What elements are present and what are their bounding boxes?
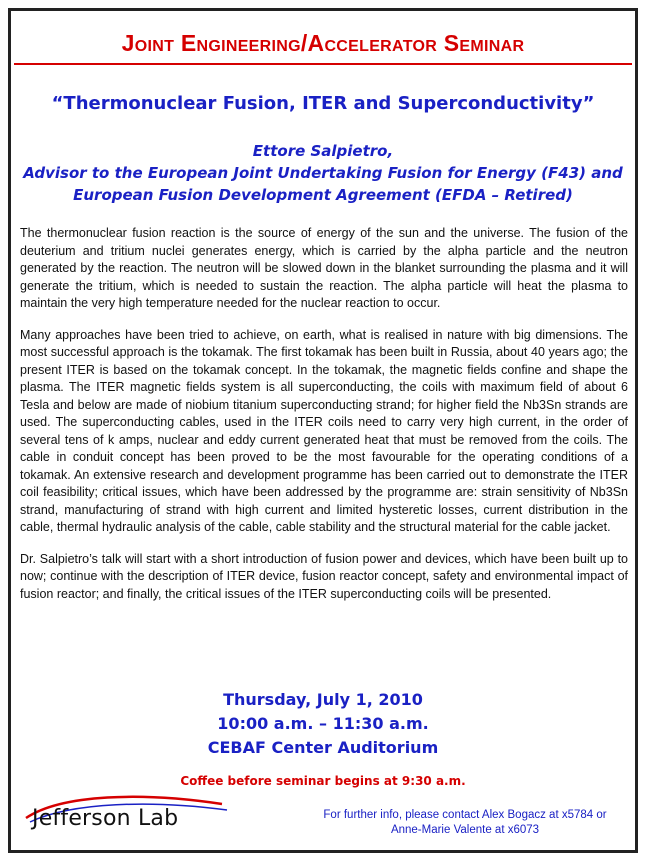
event-details	[14, 688, 632, 760]
event-time: 10:00 a.m. – 11:30 a.m.	[217, 714, 429, 733]
speaker-block	[14, 140, 632, 206]
seminar-banner: Joint Engineering/Accelerator Seminar	[121, 30, 525, 56]
event-location: CEBAF Center Auditorium	[207, 738, 439, 757]
abstract-paragraph: The thermonuclear fusion reaction is the source of energy of the sun and the universe. The fusion of the deuterium and tritium nuclei generates energy, which is carried by the alpha particle and the neutron generated by the reaction. The neutron will be slowed down in the blanket surrounding the plasma and it will generate the tritium, which is needed to sustain the reaction. The alpha particle will heat the plasma to maintain the very high temperature needed for the nuclear reaction to occur.	[20, 226, 628, 310]
contact-line2: Anne-Marie Valente at x6073	[390, 824, 540, 836]
coffee-note: Coffee before seminar begins at 9:30 a.m.	[180, 774, 466, 788]
abstract-paragraph: Many approaches have been tried to achieve, on earth, what is realised in nature with big dimensions. The most successful approach is the tokamak. The first tokamak has been built in Russia, about 40 years ago; the present ITER is based on the tokamak concept. In the tokamak, the magnetic fields confine and shape the plasma. The ITER magnetic fields system is all superconducting, the coils with maximum field of about 6 Tesla and below are made of niobium titanium superconducting strand; for higher field the Nb3Sn strands are used. The superconducting cables, used in the ITER coils need to carry very high current, in the order of several tens of k amps, nuclear and eddy current generated heat that must be removed from the coils. The cable in conduit concept has been proved to be the most favourable for the operating conditions of a tokamak. An extensive research and development programme has been carried out to demonstrate the ITER coil feasibility; critical issues, which have been addressed by the programme are: strain sensitivity of Nb3Sn strand, manufacturing of strand with high current and limited hysteretic losses, current distribution in the cable, thermal hydraulic analysis of the cable, cable stability and the structural material for the cable jacket.	[20, 327, 628, 534]
contact-line1: For further info, please contact Alex Bogacz at x5784 or	[323, 809, 607, 821]
talk-title: “Thermonuclear Fusion, ITER and Superconductivity”	[51, 93, 595, 114]
contact-info	[300, 808, 630, 838]
banner-underline	[14, 63, 632, 65]
jefferson-lab-logo	[22, 792, 232, 836]
abstract	[20, 225, 628, 617]
speaker-affiliation-line2: European Fusion Development Agreement (EFDA – Retired)	[73, 186, 573, 204]
speaker-name: Ettore Salpietro,	[252, 142, 394, 160]
abstract-paragraph: Dr. Salpietro’s talk will start with a short introduction of fusion power and devices, which have been built up to now; continue with the description of ITER device, fusion reactor concept, safety and environmental impact of fusion reactor; and finally, the critical issues of the ITER superconducting coils will be presented.	[20, 551, 628, 601]
speaker-affiliation-line1: Advisor to the European Joint Undertaking Fusion for Energy (F43) and	[23, 164, 623, 182]
logo-text: Jefferson Lab	[32, 806, 179, 831]
event-date: Thursday, July 1, 2010	[223, 690, 423, 709]
